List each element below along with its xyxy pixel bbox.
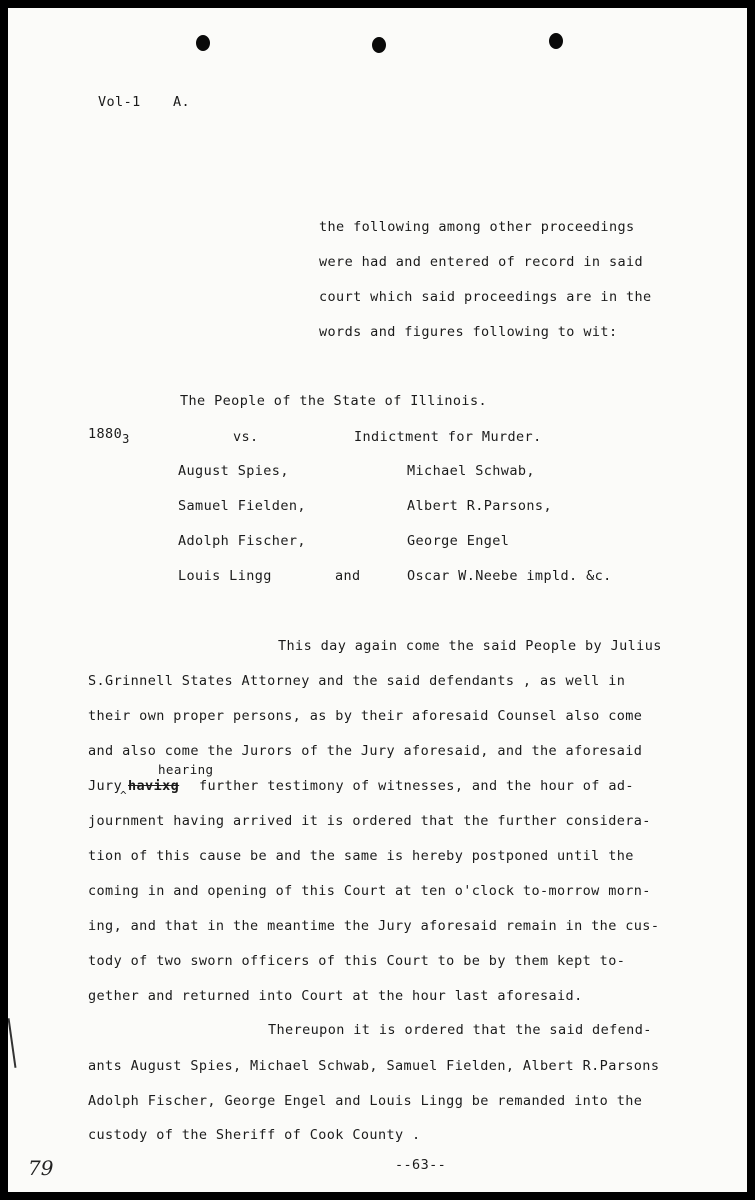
- body-line: their own proper persons, as by their aforesaid Counsel also come: [88, 708, 643, 724]
- body-line: This day again come the said People by Julius: [278, 638, 662, 654]
- page-number: --63--: [395, 1157, 447, 1173]
- volume-label: Vol-1: [98, 94, 141, 110]
- body2-line: custody of the Sheriff of Cook County .: [88, 1127, 421, 1143]
- body-line: ing, and that in the meantime the Jury aforesaid remain in the cus-: [88, 918, 660, 934]
- body-line: S.Grinnell States Attorney and the said defendants , as well in: [88, 673, 626, 689]
- defendant-left: Adolph Fischer,: [178, 533, 306, 549]
- punch-hole-right: [549, 33, 563, 49]
- defendant-left: Louis Lingg: [178, 568, 272, 584]
- case-plaintiff: The People of the State of Illinois.: [180, 393, 487, 409]
- handwritten-page-mark: 79: [28, 1156, 54, 1180]
- defendants-conjunction: and: [335, 568, 361, 584]
- jury-struck: havixg: [128, 778, 180, 794]
- jury-start: Jury: [88, 778, 123, 794]
- defendant-right: Michael Schwab,: [407, 463, 535, 479]
- case-charge: Indictment for Murder.: [354, 429, 542, 445]
- defendant-left: August Spies,: [178, 463, 289, 479]
- case-versus: vs.: [233, 429, 259, 445]
- jury-insert: hearing: [158, 762, 214, 777]
- document-page: [8, 8, 747, 1192]
- body2-line: ants August Spies, Michael Schwab, Samuel Fielden, Albert R.Parsons: [88, 1058, 660, 1074]
- body-line: gether and returned into Court at the hour last aforesaid.: [88, 988, 583, 1004]
- margin-mark: [8, 1018, 16, 1068]
- defendant-right: Albert R.Parsons,: [407, 498, 552, 514]
- section-label: A.: [173, 94, 191, 110]
- insertion-caret: ^: [120, 789, 127, 802]
- defendant-right: George Engel: [407, 533, 510, 549]
- defendant-left: Samuel Fielden,: [178, 498, 306, 514]
- case-number-suffix: 3: [122, 432, 130, 446]
- punch-hole-left: [196, 35, 210, 51]
- body2-line: Adolph Fischer, George Engel and Louis Lingg be remanded into the: [88, 1093, 643, 1109]
- body-line: further testimony of witnesses, and the hour of ad-: [199, 778, 634, 794]
- body-line: journment having arrived it is ordered that the further considera-: [88, 813, 651, 829]
- body2-line: Thereupon it is ordered that the said defend-: [268, 1022, 652, 1038]
- case-number: [88, 426, 130, 446]
- body-line: and also come the Jurors of the Jury aforesaid, and the aforesaid: [88, 743, 643, 759]
- intro-line: were had and entered of record in said: [319, 254, 644, 270]
- intro-line: court which said proceedings are in the: [319, 289, 652, 305]
- body-line: tody of two sworn officers of this Court to be by them kept to-: [88, 953, 626, 969]
- punch-hole-center: [372, 37, 386, 53]
- intro-line: the following among other proceedings: [319, 219, 635, 235]
- case-number-prefix: 1880: [88, 426, 123, 442]
- defendant-right: Oscar W.Neebe impld. &c.: [407, 568, 612, 584]
- intro-line: words and figures following to wit:: [319, 324, 618, 340]
- body-line: coming in and opening of this Court at ten o'clock to-morrow morn-: [88, 883, 651, 899]
- body-line: tion of this cause be and the same is hereby postponed until the: [88, 848, 634, 864]
